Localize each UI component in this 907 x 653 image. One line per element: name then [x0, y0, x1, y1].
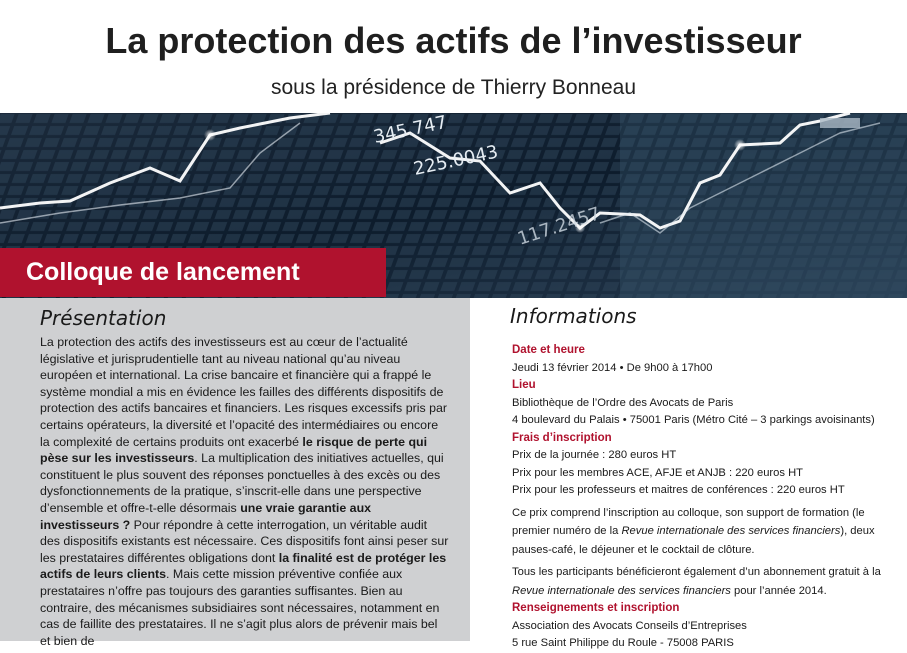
presentation-text-bold: le risque de perte qui pèse sur les investisseurs [40, 434, 428, 466]
revue-title: Revue internationale des services financiers [621, 525, 841, 537]
presentation-text-part: . Mais cette mission préventive confiée aux prestataires n’offre pas toujours des garanties suffisantes. Bien au contraire, des mécanismes subsidiaires sont nécessaires, notamment en cas de faillite des prestataires. Il ne s’agit plus alors de prévenir mais bel et bien de [40, 567, 440, 648]
header [0, 0, 907, 113]
page-title: La protection des actifs de l’investisseur [105, 20, 802, 61]
presentation-heading: Présentation [40, 306, 167, 330]
presentation-text-part: Pour répondre à cette interrogation, un véritable audit des dispositifs existants est nécessaire. Ces dispositifs font ainsi peser sur les prestataires différentes obligations dont [40, 517, 449, 565]
renseignements-line-1: Association des Avocats Conseils d’Entreprises [512, 619, 747, 632]
banner-number-1: 345.747 [371, 111, 449, 148]
informations-panel [478, 298, 907, 649]
abonnement-paragraph [512, 563, 897, 600]
frais-line-1: Prix de la journée : 280 euros HT [512, 449, 677, 461]
lieu-heading: Lieu [512, 379, 536, 391]
frais-heading: Frais d’inscription [512, 431, 612, 444]
banner-number-3: 117.2457 [515, 203, 604, 250]
column-divider [470, 298, 478, 641]
page-subtitle: sous la présidence de Thierry Bonneau [270, 76, 636, 99]
frais-line-3: Prix pour les professeurs et maitres de conférences : 220 euros HT [512, 484, 845, 496]
presentation-text-bold: une vraie garantie aux investisseurs ? [40, 500, 372, 532]
presentation-text-bold: la finalité est de protéger les actifs de leurs clients [40, 550, 447, 582]
informations-heading: Informations [510, 304, 637, 328]
prix-text: ), deux pauses-café, le déjeuner et le cocktail de clôture. [512, 525, 875, 556]
date-value: Jeudi 13 février 2014 • De 9h00 à 17h00 [512, 361, 713, 374]
presentation-text-part: . La multiplication des initiatives actuelles, qui constituent le plus souvent des réponses ponctuelles à des excès ou des dysfonctionnements de la pratique, s’inscrit-elle dans une perspective d’ensemble et offre-t-elle désormais [40, 451, 444, 515]
presentation-text [40, 334, 450, 649]
frais-line-2: Prix pour les membres ACE, AFJE et ANJB : 220 euros HT [512, 466, 803, 479]
prix-paragraph [512, 504, 897, 560]
abonnement-text: Tous les participants bénéficieront également d’un abonnement gratuit à la [512, 566, 881, 578]
lieu-line-2: 4 boulevard du Palais • 75001 Paris (Métro Cité – 3 parkings avoisinants) [512, 414, 875, 426]
informations-content [512, 342, 897, 653]
lieu-line-1: Bibliothèque de l’Ordre des Avocats de Paris [512, 396, 734, 409]
renseignements-heading: Renseignements et inscription [512, 602, 680, 614]
renseignements-line-2: 5 rue Saint Philippe du Roule - 75008 PARIS [512, 637, 734, 649]
presentation-panel [0, 298, 470, 648]
colloque-label: Colloque de lancement [0, 248, 386, 297]
abonnement-text: pour l’année 2014. [730, 584, 827, 597]
banner-number-2: 225.0043 [411, 141, 501, 180]
revue-title: Revue internationale des services financiers [512, 584, 731, 597]
date-heading: Date et heure [512, 344, 585, 356]
presentation-text-part: La protection des actifs des investisseurs est au cœur de l’actualité législative et jurisprudentielle tant au niveau national qu’au niveau européen et international. La crise bancaire et financière qui a frappé le système mondial a mis en évidence les failles des différents dispositifs de protection des actifs bancaires et financiers. Les risques excessifs pris par certains opérateurs, la diversité et l’opacité des intermédiaires ou encore la complexité de certains produits ont exacerbé [40, 335, 448, 449]
prix-text: Ce prix comprend l’inscription au colloque, son support de formation (le premier numéro de la [512, 506, 865, 537]
